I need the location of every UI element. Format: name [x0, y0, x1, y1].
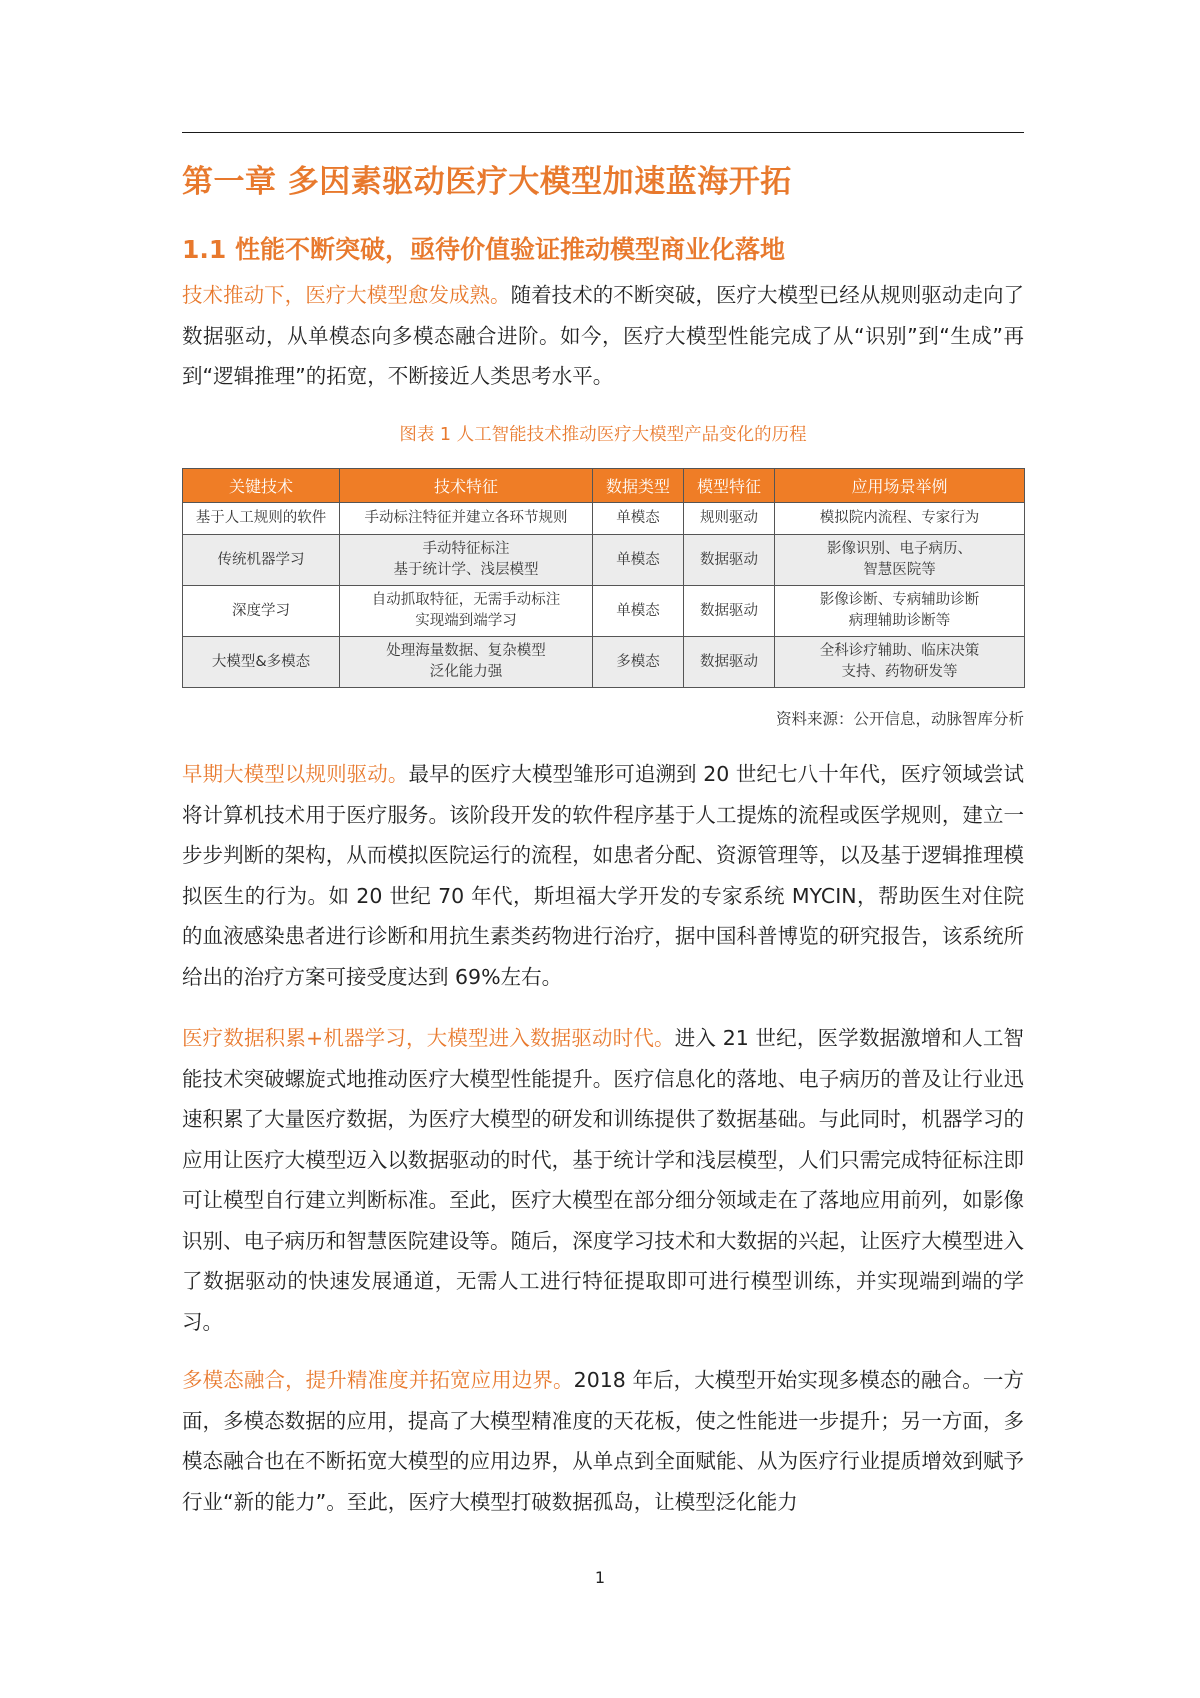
paragraph-intro — [182, 275, 1024, 397]
table-cell: 自动抓取特征，无需手动标注 实现端到端学习 — [340, 586, 593, 637]
table-header-cell: 技术特征 — [340, 469, 593, 503]
chapter-title: 第一章 多因素驱动医疗大模型加速蓝海开拓 — [182, 164, 792, 200]
paragraph-data-driven — [182, 1018, 1024, 1342]
table-cell: 数据驱动 — [684, 535, 775, 586]
paragraph-lead: 技术推动下，医疗大模型愈发成熟。 — [182, 283, 511, 307]
table-cell: 传统机器学习 — [183, 535, 340, 586]
technology-table — [182, 468, 1025, 688]
paragraph-multimodal — [182, 1360, 1024, 1522]
table-cell: 单模态 — [593, 586, 684, 637]
table-header-cell: 应用场景举例 — [775, 469, 1025, 503]
table-cell: 影像诊断、专病辅助诊断 病理辅助诊断等 — [775, 586, 1025, 637]
paragraph-lead: 医疗数据积累+机器学习，大模型进入数据驱动时代。 — [182, 1026, 675, 1050]
table-header-row — [183, 469, 1025, 503]
paragraph-rule-driven — [182, 754, 1024, 997]
figure-source: 资料来源：公开信息，动脉智库分析 — [775, 710, 1024, 728]
paragraph-lead: 多模态融合，提升精准度并拓宽应用边界。 — [182, 1368, 574, 1392]
paragraph-body: 最早的医疗大模型雏形可追溯到 20 世纪七八十年代，医疗领域尝试将计算机技术用于医疗服务。该阶段开发的软件程序基于人工提炼的流程或医学规则，建立一步步判断的架构，从而模拟医院运行的流程，如患者分配、资源管理等，以及基于逻辑推理模拟医生的行为。如 20 世纪 70 年代，斯坦福大学开发的专家系统 MYCIN，帮助医生对住院的血液感染患者进行诊断和用抗生素类药物进行治疗，据中国科普博览的研究报告，该系统所给出的治疗方案可接受度达到 69%左右。 — [182, 762, 1025, 989]
table-cell: 数据驱动 — [684, 586, 775, 637]
table-cell: 全科诊疗辅助、临床决策 支持、药物研发等 — [775, 637, 1025, 688]
table-cell: 单模态 — [593, 535, 684, 586]
table-header-cell: 关键技术 — [183, 469, 340, 503]
table-header-cell: 模型特征 — [684, 469, 775, 503]
table-cell: 大模型&多模态 — [183, 637, 340, 688]
table-cell: 手动标注特征并建立各环节规则 — [340, 503, 593, 535]
page-number: 1 — [594, 1568, 606, 1587]
table-row — [183, 503, 1025, 535]
figure-caption: 图表 1 人工智能技术推动医疗大模型产品变化的历程 — [399, 425, 807, 445]
paragraph-lead: 早期大模型以规则驱动。 — [182, 762, 409, 786]
table-cell: 手动特征标注 基于统计学、浅层模型 — [340, 535, 593, 586]
table-row — [183, 637, 1025, 688]
table-cell: 深度学习 — [183, 586, 340, 637]
paragraph-body: 随着技术的不断突破，医疗大模型已经从规则驱动走向了数据驱动，从单模态向多模态融合进阶。如今，医疗大模型性能完成了从“识别”到“生成”再到“逻辑推理”的拓宽，不断接近人类思考水平。 — [182, 283, 1025, 388]
table-cell: 基于人工规则的软件 — [183, 503, 340, 535]
table-cell: 模拟院内流程、专家行为 — [775, 503, 1025, 535]
header-rule — [182, 132, 1024, 133]
table-cell: 规则驱动 — [684, 503, 775, 535]
table-cell: 数据驱动 — [684, 637, 775, 688]
table-row — [183, 535, 1025, 586]
section-title: 1.1 性能不断突破，亟待价值验证推动模型商业化落地 — [182, 235, 785, 264]
table-row — [183, 586, 1025, 637]
table-cell: 影像识别、电子病历、 智慧医院等 — [775, 535, 1025, 586]
paragraph-body: 进入 21 世纪，医学数据激增和人工智能技术突破螺旋式地推动医疗大模型性能提升。医疗信息化的落地、电子病历的普及让行业迅速积累了大量医疗数据，为医疗大模型的研发和训练提供了数据基础。与此同时，机器学习的应用让医疗大模型迈入以数据驱动的时代，基于统计学和浅层模型，人们只需完成特征标注即可让模型自行建立判断标准。至此，医疗大模型在部分细分领域走在了落地应用前列，如影像识别、电子病历和智慧医院建设等。随后，深度学习技术和大数据的兴起，让医疗大模型进入了数据驱动的快速发展通道，无需人工进行特征提取即可进行模型训练，并实现端到端的学习。 — [182, 1026, 1024, 1334]
table-cell: 多模态 — [593, 637, 684, 688]
table-cell: 单模态 — [593, 503, 684, 535]
table-header-cell: 数据类型 — [593, 469, 684, 503]
paragraph-body: 2018 年后，大模型开始实现多模态的融合。一方面，多模态数据的应用，提高了大模型精准度的天花板，使之性能进一步提升；另一方面，多模态融合也在不断拓宽大模型的应用边界，从单点到全面赋能、从为医疗行业提质增效到赋予行业“新的能力”。至此，医疗大模型打破数据孤岛，让模型泛化能力 — [182, 1368, 1024, 1514]
table-cell: 处理海量数据、复杂模型 泛化能力强 — [340, 637, 593, 688]
